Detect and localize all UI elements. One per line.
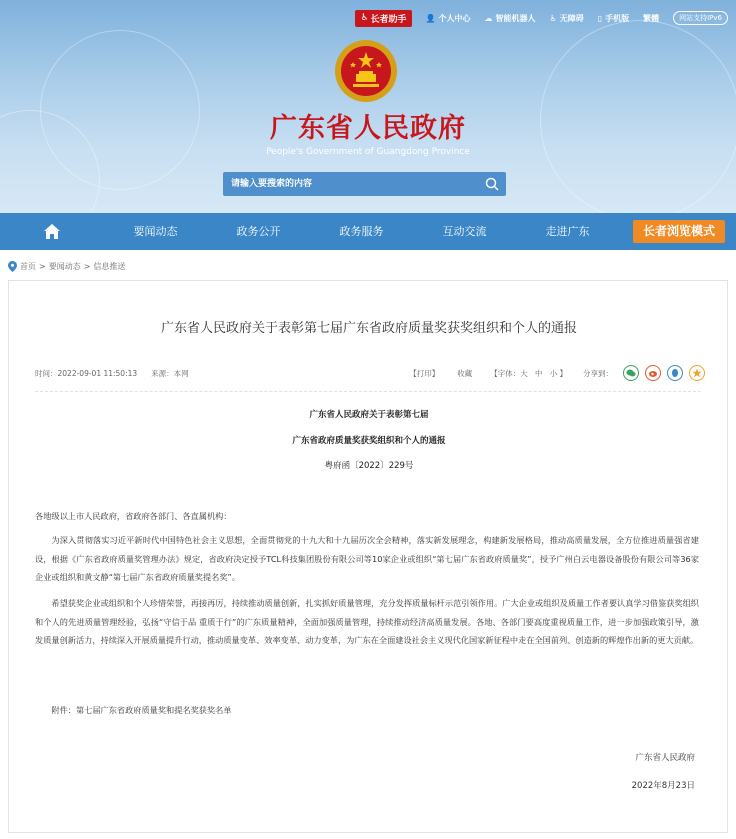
qq-share-button[interactable]	[667, 365, 683, 381]
search-icon	[485, 177, 499, 191]
site-subtitle: People's Government of Guangdong Province	[266, 147, 470, 157]
search-button[interactable]	[478, 172, 506, 196]
wechat-share-button[interactable]	[623, 365, 639, 381]
robot-icon: ☁	[484, 13, 493, 23]
top-bar	[355, 8, 728, 28]
nav-item-public-affairs[interactable]: 政务公开	[236, 225, 281, 238]
doc-heading-line1: 广东省人民政府关于表彰第七届	[309, 410, 429, 420]
national-emblem-icon	[333, 38, 399, 104]
font-medium-button[interactable]: 中	[534, 368, 543, 378]
attachment-link[interactable]: 附件：第七届广东省政府质量奖和提名奖获奖名单	[51, 705, 232, 715]
article-tools	[409, 363, 705, 383]
elder-mode-button[interactable]: 长者浏览模式	[633, 220, 725, 243]
home-icon	[44, 224, 60, 239]
font-small-button[interactable]: 小	[549, 368, 558, 378]
search-box	[223, 172, 506, 196]
nav-item-services[interactable]: 政务服务	[339, 225, 384, 238]
nav-item-guangdong[interactable]: 走进广东	[545, 225, 590, 238]
font-large-button[interactable]: 大	[520, 368, 528, 378]
site-title: 广东省人民政府	[270, 113, 466, 144]
nav-home[interactable]	[0, 213, 104, 250]
print-button[interactable]: 【打印】	[409, 368, 440, 378]
main-nav	[0, 213, 736, 250]
weibo-icon	[648, 368, 658, 378]
wechat-icon	[626, 368, 636, 378]
share-label: 分享到：	[583, 368, 613, 378]
traditional-chinese-link[interactable]: 繁體	[643, 13, 660, 23]
favorite-button[interactable]: 收藏	[457, 368, 473, 378]
paragraph-1: 为深入贯彻落实习近平新时代中国特色社会主义思想，全面贯彻党的十九大和十九届历次全会精神，落实新发展理念，构建新发展格局，推动高质量发展，全方位推进质量强省建设，根据《广东省政府质量奖管理办法》规定，省政府决定授予TCL科技集团股份有限公司等10家企业或组织“第七届广东省政府质量奖”，授予广州白云电器设备股份有限公司等36家企业或组织和黄文静“第七届广东省政府质量奖提名奖”。	[35, 535, 699, 582]
signature: 广东省人民政府	[635, 753, 695, 763]
elder-assistant-button[interactable]: ♿ 长者助手	[355, 10, 411, 27]
doc-heading-line2: 广东省政府质量奖获奖组织和个人的通报	[292, 436, 446, 446]
article-title: 广东省人民政府关于表彰第七届广东省政府质量奖获奖组织和个人的通报	[160, 321, 577, 336]
meta-divider	[35, 391, 701, 392]
weibo-share-button[interactable]	[645, 365, 661, 381]
site-header	[0, 0, 736, 213]
breadcrumb-news[interactable]: 要闻动态	[48, 262, 81, 271]
phone-icon: ▯	[597, 13, 603, 23]
nav-item-interaction[interactable]: 互动交流	[442, 225, 487, 238]
accessibility-icon: ♿	[549, 13, 557, 23]
personal-center-link[interactable]: 👤 个人中心	[425, 13, 471, 23]
search-input[interactable]	[223, 172, 478, 196]
nav-item-news[interactable]: 要闻动态	[133, 225, 178, 238]
font-size-control: 【字体：大 中 小 】	[490, 368, 567, 378]
doc-number: 粤府函〔2022〕229号	[324, 461, 414, 471]
mobile-link[interactable]: ▯ 手机版	[597, 13, 630, 23]
signature-date: 2022年8月23日	[631, 781, 695, 791]
breadcrumb-home[interactable]: 首页	[20, 262, 36, 271]
article-card	[8, 280, 728, 833]
accessibility-link[interactable]: ♿ 无障碍	[549, 13, 584, 23]
breadcrumb-separator: >	[39, 262, 46, 271]
location-pin-icon	[8, 261, 17, 272]
elder-icon: ♿	[360, 13, 369, 23]
star-icon	[692, 368, 702, 378]
robot-link[interactable]: ☁ 智能机器人	[484, 13, 536, 23]
qzone-share-button[interactable]	[689, 365, 705, 381]
user-icon: 👤	[425, 13, 436, 23]
publish-time: 时间：2022-09-01 11:50:13	[35, 368, 138, 378]
article-meta	[35, 363, 705, 383]
breadcrumb-separator: >	[83, 262, 91, 271]
qq-icon	[670, 368, 680, 378]
paragraph-2: 希望获奖企业或组织和个人珍惜荣誉，再接再厉，持续推动质量创新，扎实抓好质量管理，充分发挥质量标杆示范引领作用。广大企业或组织及质量工作者要认真学习借鉴获奖组织和个人的先进质量管理经验，弘扬“守信于品 重质于行”的广东质量精神，全面加强质量管理，持续推动经济高质量发展。各地、各部门要高度重视质量工作，进一步加强政策引导，激发质量创新活力，持续深入开展质量提升行动，推动质量变革、效率变革、动力变革，为广东在全面建设社会主义现代化国家新征程中走在全国前列、创造新的辉煌作出新的更大贡献。	[35, 598, 699, 645]
ipv6-badge: 网站支持IPv6	[673, 11, 728, 25]
breadcrumb	[8, 261, 125, 272]
salutation: 各地级以上市人民政府，省政府各部门、各直属机构：	[35, 511, 232, 521]
article-source: 来源：本网	[151, 368, 189, 378]
breadcrumb-current[interactable]: 信息推送	[93, 262, 126, 271]
